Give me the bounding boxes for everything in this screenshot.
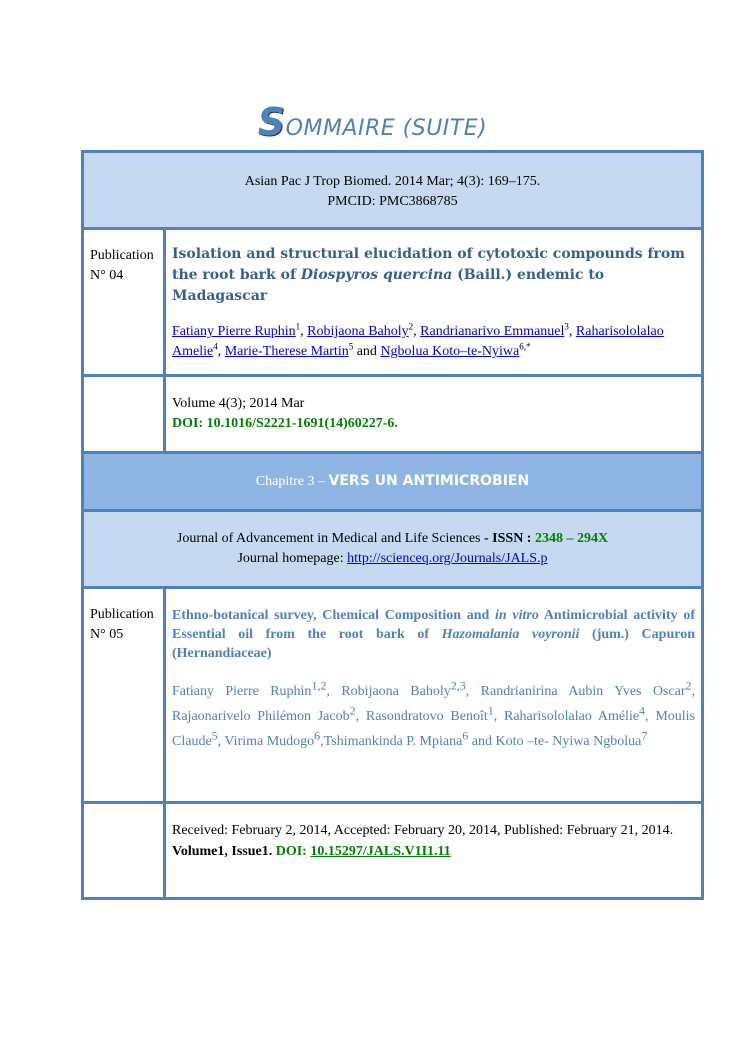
pub05-dates-cell: Received: February 2, 2014, Accepted: February 20, 2014, Published: February 21, 2014. Volume1, Issue1. DOI: 10.15297/JALS.V1I1.11 <box>165 803 703 899</box>
author-affiliation: 2 <box>408 321 414 332</box>
author-affiliation: 6 <box>462 728 469 743</box>
pub04-volume: Volume 4(3); 2014 Mar <box>172 396 305 411</box>
author-affiliation: 3 <box>564 321 569 332</box>
author-name[interactable]: Robijaona Baholy <box>307 324 409 339</box>
citation-line-1: Asian Pac J Trop Biomed. 2014 Mar; 4(3): 169–175. <box>244 173 541 189</box>
author-affiliation: 2 <box>685 678 692 693</box>
author-name[interactable]: Fatiany Pierre Ruphin <box>172 324 296 339</box>
summary-table <box>81 150 704 900</box>
empty-label-cell <box>83 803 165 899</box>
chapter-name: VERS UN ANTIMICROBIEN <box>328 473 530 489</box>
author-affiliation: 1,2 <box>311 678 327 693</box>
pub04-details <box>165 229 703 376</box>
author-affiliation: 5 <box>348 341 354 352</box>
author-name: Raharisololalao Amélie <box>503 709 640 724</box>
pub04-doi: DOI: 10.1016/S2221-1691(14)60227-6. <box>172 416 398 431</box>
author-affiliation: 7 <box>641 728 648 743</box>
author-name: Randrianirina Aubin Yves Oscar <box>480 684 686 699</box>
title-initial: S <box>257 100 286 144</box>
pub04-authors: Fatiany Pierre Ruphin$^1$, Robijaona Baholy$^2$, Randrianarivo Emmanuel$^3$, Raharisololalao Amelie$^4$, Marie-Therese Martin$^5$ and Ngbolua Koto–te-Nyiwa$^{6,*}$ <box>172 321 664 359</box>
author-affiliation: 5 <box>211 728 218 743</box>
author-name: Tshimankinda P. Mpiana <box>323 734 463 749</box>
label-line-1: Publication <box>90 248 154 263</box>
citation-line-2: PMCID: PMC3868785 <box>327 193 458 209</box>
page-title <box>0 100 745 144</box>
label-line-2: N° 04 <box>90 268 124 283</box>
author-affiliation: 2 <box>349 703 356 718</box>
issn: 2348 – 294X <box>534 531 609 546</box>
journal-name: Journal of Advancement in Medical and Life Sciences <box>176 531 481 546</box>
pub05-details <box>165 588 703 803</box>
author-name: Rasondratovo Benoît <box>365 709 488 724</box>
pub05-title: Ethno-botanical survey, Chemical Composition and in vitro Antimicrobial activity of Essential oil from the root bark of Hazomalania voyronii (jum.) Capuron (Hernandiaceae) <box>172 608 695 661</box>
author-name[interactable]: Marie-Therese Martin <box>224 344 349 359</box>
pub05-journal: Journal of Advancement in Medical and Life Sciences - ISSN : 2348 – 294X Journal homepage: http://scienceq.org/Journals/JALS.p <box>83 511 703 588</box>
label-line-2: N° 05 <box>90 627 124 642</box>
pub04-label <box>83 229 165 376</box>
pub05-received: Received: February 2, 2014, Accepted: February 20, 2014, Published: February 21, 2014. <box>172 823 674 838</box>
label-line-1: Publication <box>90 607 154 622</box>
author-affiliation: 2,3 <box>450 678 466 693</box>
author-affiliation: 6,* <box>519 341 531 352</box>
homepage-link[interactable]: http://scienceq.org/Journals/JALS.p <box>347 551 548 566</box>
pub05-volume: Volume1, Issue1. <box>172 844 273 859</box>
pub04-volume-cell <box>165 376 703 453</box>
author-name: Fatiany Pierre Ruphin <box>172 684 312 699</box>
author-name: Koto –te- Nyiwa Ngbolua <box>495 734 642 749</box>
pub05-doi-link[interactable]: 10.15297/JALS.V1I1.11 <box>310 844 451 859</box>
author-name[interactable]: Randrianarivo Emmanuel <box>420 324 565 339</box>
author-name[interactable]: Raharisololalao Amelie <box>172 324 664 359</box>
author-affiliation: 4 <box>213 341 218 352</box>
author-affiliation: 1 <box>487 703 494 718</box>
title-rest: OMMAIRE (SUITE) <box>285 116 488 141</box>
author-affiliation: 1 <box>295 321 301 332</box>
pub04-citation <box>83 152 703 229</box>
author-name: Rajaonarivelo Philémon Jacob <box>172 709 350 724</box>
author-name: Moulis Claude <box>172 709 695 749</box>
pub05-authors: Fatiany Pierre Ruphin1,2, Robijaona Baholy2,3, Randrianirina Aubin Yves Oscar2, Rajaonarivelo Philémon Jacob2, Rasondratovo Benoît1, Raharisololalao Amélie4, Moulis Claude5, Virima Mudogo6,Tshimankinda P. Mpiana6 and Koto –te- Nyiwa Ngbolua7 <box>172 678 696 749</box>
author-name: Virima Mudogo <box>224 734 315 749</box>
empty-label-cell <box>83 376 165 453</box>
author-affiliation: 6 <box>314 728 321 743</box>
pub05-label <box>83 588 165 803</box>
pub04-title: Isolation and structural elucidation of cytotoxic compounds from the root bark of Diospyros quercina (Baill.) endemic to Madagascar <box>172 246 686 304</box>
author-affiliation: 4 <box>639 703 646 718</box>
author-name: Robijaona Baholy <box>341 684 451 699</box>
chapter-header <box>83 453 703 511</box>
author-name[interactable]: Ngbolua Koto–te-Nyiwa <box>380 344 520 359</box>
chapter-prefix: Chapitre 3 – <box>255 474 329 489</box>
